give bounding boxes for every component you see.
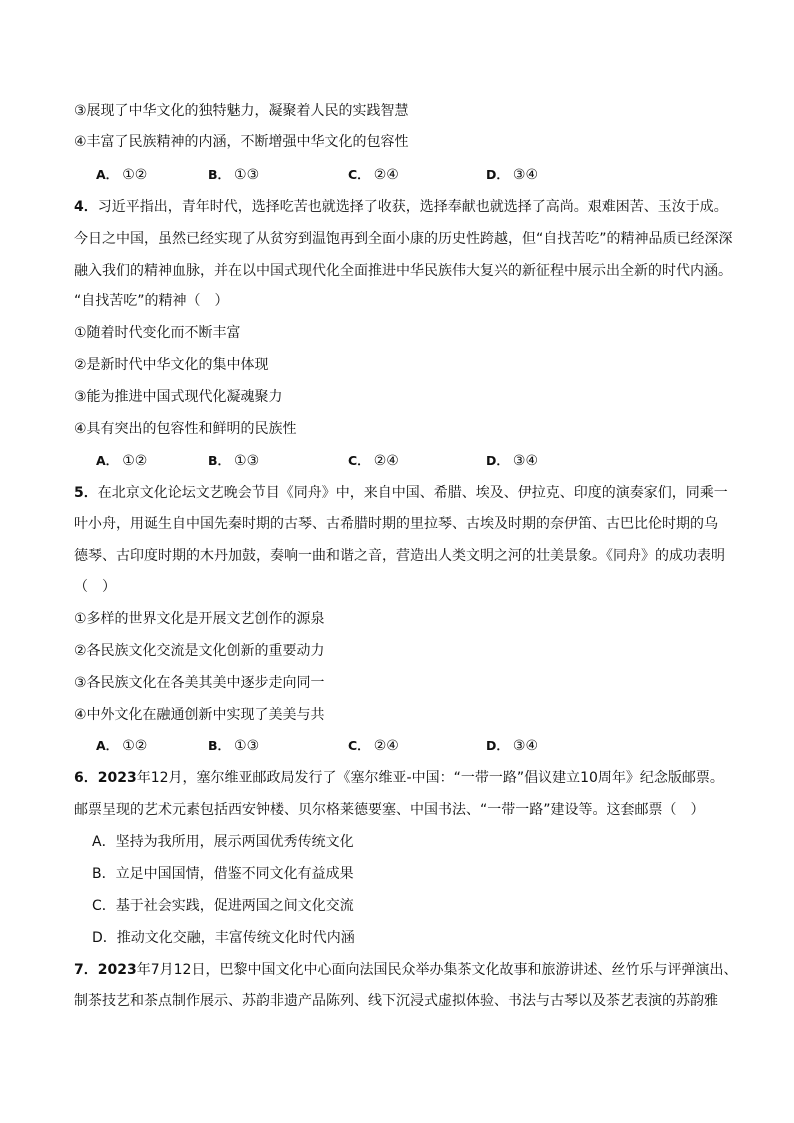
question-stem-line: 制茶技艺和茶点制作展示、苏韵非遗产品陈列、线下沉浸式虚拟体验、书法与古琴以及茶艺表演的苏韵雅 <box>74 993 718 1009</box>
question-number: 7． <box>74 962 98 978</box>
question-stem-line: （ ） <box>74 579 116 595</box>
statement-3: ③各民族文化在各美其美中逐步走向同一 <box>74 675 325 691</box>
statement-4: ④具有突出的包容性和鲜明的民族性 <box>74 421 297 437</box>
option-b[interactable]: B． ①③ <box>208 738 260 754</box>
question-stem-line: 叶小舟，用诞生自中国先秦时期的古琴、古希腊时期的里拉琴、古埃及时期的奈伊笛、古巴比伦时期的乌 <box>74 516 718 532</box>
year: 2023 <box>97 770 137 786</box>
statement-3: ③展现了中华文化的独特魅力，凝聚着人民的实践智慧 <box>74 103 409 119</box>
question-stem-line: 4．习近平指出，青年时代，选择吃苦也就选择了收获，选择奉献也就选择了高尚。艰难困苦、玉汝于成。 <box>74 199 728 215</box>
question-stem-line: 融入我们的精神血脉，并在以中国式现代化全面推进中华民族伟大复兴的新征程中展示出全新的时代内涵。 <box>74 263 732 279</box>
question-number: 6． <box>74 770 98 786</box>
option-a[interactable]: A．坚持为我所用，展示两国优秀传统文化 <box>92 834 354 850</box>
question-stem-line: 5．在北京文化论坛文艺晚会节目《同舟》中，来自中国、希腊、埃及、伊拉克、印度的演奏家们，同乘一 <box>74 485 728 501</box>
question-stem-line: 邮票呈现的艺术元素包括西安钟楼、贝尔格莱德要塞、中国书法、“一带一路”建设等。这套邮票（ ） <box>74 802 705 818</box>
option-c[interactable]: C． ②④ <box>348 453 399 469</box>
option-c[interactable]: C．基于社会实践，促进两国之间文化交流 <box>92 898 354 914</box>
option-a[interactable]: A． ①② <box>96 738 148 754</box>
statement-1: ①随着时代变化而不断丰富 <box>74 325 241 341</box>
question-stem-line: 7．2023年7月12日，巴黎中国文化中心面向法国民众举办集茶文化故事和旅游讲述、丝竹乐与评弹演出、 <box>74 962 738 978</box>
option-b[interactable]: B． ①③ <box>208 167 260 183</box>
statement-2: ②是新时代中华文化的集中体现 <box>74 357 269 373</box>
question-number: 4． <box>74 199 98 215</box>
statement-1: ①多样的世界文化是开展文艺创作的源泉 <box>74 611 325 627</box>
question-stem-line: 今日之中国，虽然已经实现了从贫穷到温饱再到全面小康的历史性跨越，但“自找苦吃”的精神品质已经深深 <box>74 231 733 247</box>
option-a[interactable]: A． ①② <box>96 167 148 183</box>
question-stem-line: 6．2023年12月，塞尔维亚邮政局发行了《塞尔维亚-中国：“一带一路”倡议建立10周年》纪念版邮票。 <box>74 770 724 786</box>
option-b[interactable]: B．立足中国国情，借鉴不同文化有益成果 <box>92 866 354 882</box>
option-b[interactable]: B． ①③ <box>208 453 260 469</box>
option-d[interactable]: D． ③④ <box>486 167 538 183</box>
option-a[interactable]: A． ①② <box>96 453 148 469</box>
option-d[interactable]: D． ③④ <box>486 453 538 469</box>
option-d[interactable]: D． ③④ <box>486 738 538 754</box>
statement-2: ②各民族文化交流是文化创新的重要动力 <box>74 643 325 659</box>
option-c[interactable]: C． ②④ <box>348 738 399 754</box>
question-stem-line: 德琴、古印度时期的木丹加鼓，奏响一曲和谐之音，营造出人类文明之河的壮美景象。《同舟》的成功表明 <box>74 548 725 564</box>
statement-4: ④中外文化在融通创新中实现了美美与共 <box>74 707 325 723</box>
option-c[interactable]: C． ②④ <box>348 167 399 183</box>
year: 2023 <box>97 962 137 978</box>
question-stem-line: “自找苦吃”的精神（ ） <box>74 293 229 309</box>
option-d[interactable]: D．推动文化交融，丰富传统文化时代内涵 <box>92 930 355 946</box>
statement-3: ③能为推进中国式现代化凝魂聚力 <box>74 389 283 405</box>
statement-4: ④丰富了民族精神的内涵，不断增强中华文化的包容性 <box>74 134 409 150</box>
question-number: 5． <box>74 485 98 501</box>
